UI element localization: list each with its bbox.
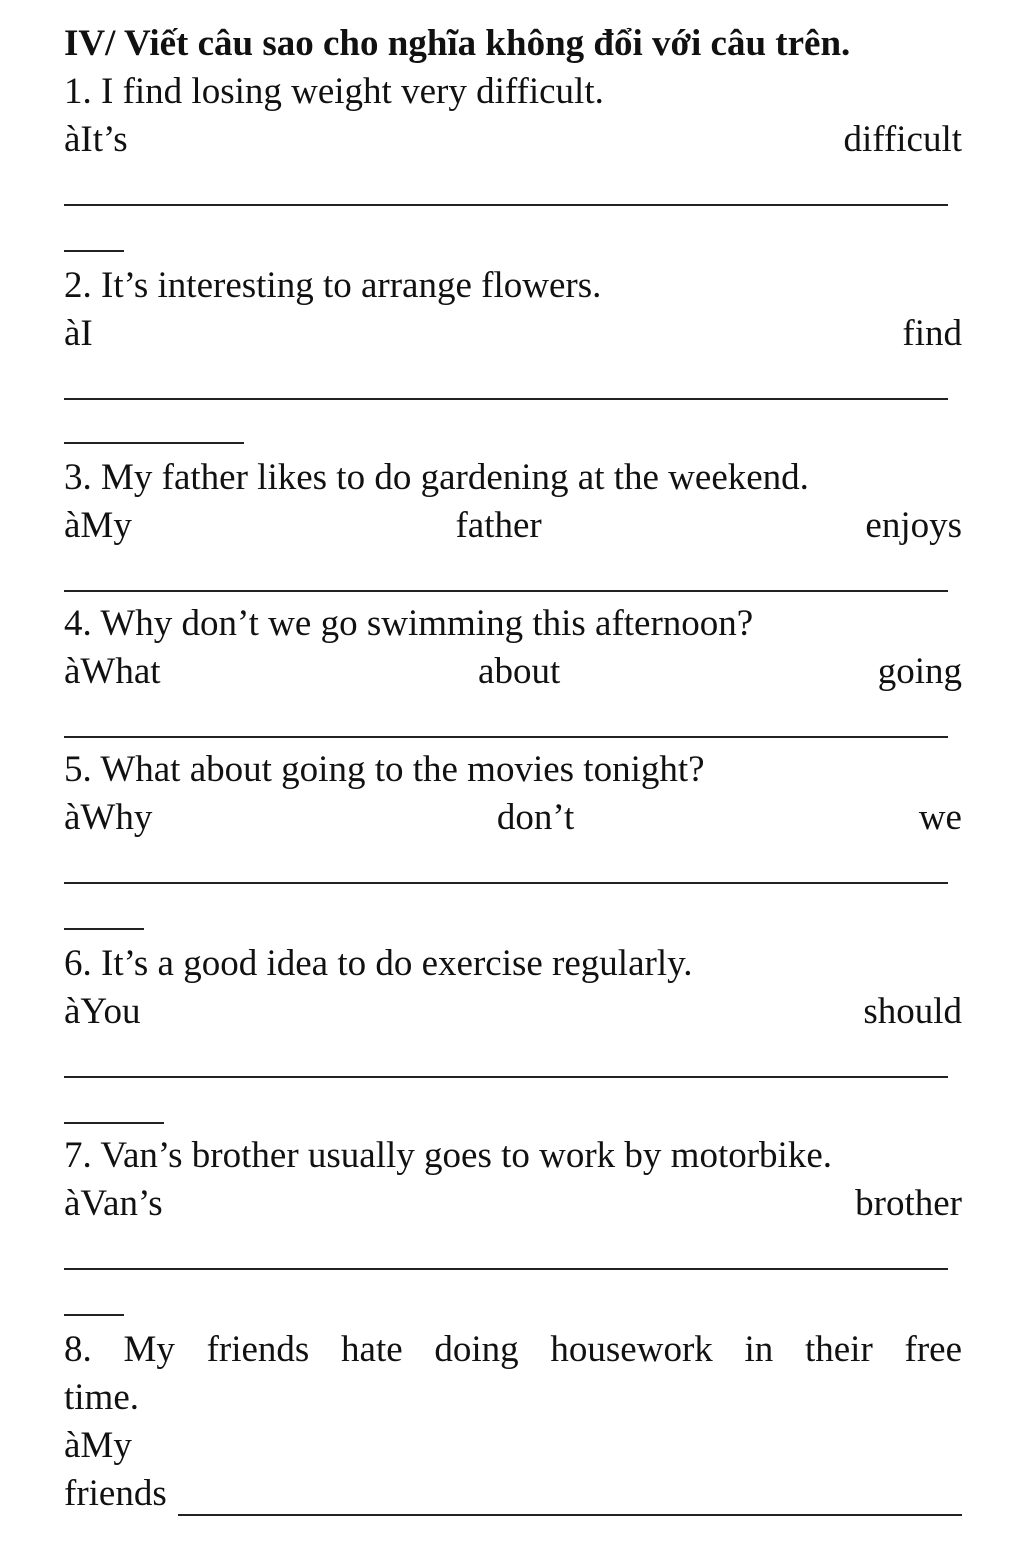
prompt-word: àWhat: [64, 651, 161, 692]
answer-blank-4[interactable]: [64, 736, 948, 738]
prompt-word: father: [455, 505, 542, 546]
answer-prompt-7: [64, 1180, 962, 1228]
prompt-word: àIt’s: [64, 119, 128, 160]
prompt-word: should: [863, 991, 962, 1032]
answer-prompt-6: [64, 988, 962, 1036]
question-1: 1. I find losing weight very difficult.: [64, 71, 604, 112]
question-6: 6. It’s a good idea to do exercise regularly.: [64, 943, 693, 984]
question-7: 7. Van’s brother usually goes to work by motorbike.: [64, 1135, 833, 1176]
answer-prompt-4: [64, 648, 962, 696]
answer-blank-5[interactable]: [64, 882, 948, 884]
answer-blank-7[interactable]: [64, 1268, 948, 1270]
question-3: 3. My father likes to do gardening at the weekend.: [64, 457, 809, 498]
answer-blank-3[interactable]: [64, 590, 948, 592]
question-8: 8. My friends hate doing housework in their free: [64, 1329, 962, 1370]
prompt-word: àMy: [64, 505, 132, 546]
prompt-word: àWhy: [64, 797, 153, 838]
prompt-word: brother: [855, 1183, 962, 1224]
answer-prompt-5: [64, 794, 962, 842]
prompt-word: going: [877, 651, 962, 692]
answer-blank-7-continued[interactable]: [64, 1314, 124, 1316]
answer-blank-6-continued[interactable]: [64, 1122, 164, 1124]
answer-blank-2-continued[interactable]: [64, 442, 244, 444]
prompt-word: we: [918, 797, 962, 838]
answer-prompt-8-start: àMy: [64, 1425, 132, 1466]
question-5: 5. What about going to the movies tonight?: [64, 749, 705, 790]
answer-blank-1-continued[interactable]: [64, 250, 124, 252]
prompt-word: about: [478, 651, 561, 692]
answer-prompt-8-subject: friends: [64, 1473, 167, 1514]
answer-prompt-2: [64, 310, 962, 358]
prompt-word: àYou: [64, 991, 141, 1032]
answer-prompt-1: [64, 116, 962, 164]
prompt-word: àI: [64, 313, 93, 354]
answer-prompt-3: [64, 502, 962, 550]
answer-blank-6[interactable]: [64, 1076, 948, 1078]
answer-blank-5-continued[interactable]: [64, 928, 144, 930]
prompt-word: àVan’s: [64, 1183, 163, 1224]
prompt-word: difficult: [843, 119, 962, 160]
exercise-title: IV/ Viết câu sao cho nghĩa không đổi với câu trên.: [64, 23, 851, 64]
question-4: 4. Why don’t we go swimming this afternoon?: [64, 603, 754, 644]
prompt-word: enjoys: [865, 505, 962, 546]
question-2: 2. It’s interesting to arrange flowers.: [64, 265, 602, 306]
prompt-word: don’t: [496, 797, 575, 838]
answer-blank-8[interactable]: [178, 1514, 962, 1516]
prompt-word: find: [902, 313, 962, 354]
question-8-continued: time.: [64, 1377, 140, 1418]
answer-blank-2[interactable]: [64, 398, 948, 400]
answer-blank-1[interactable]: [64, 204, 948, 206]
